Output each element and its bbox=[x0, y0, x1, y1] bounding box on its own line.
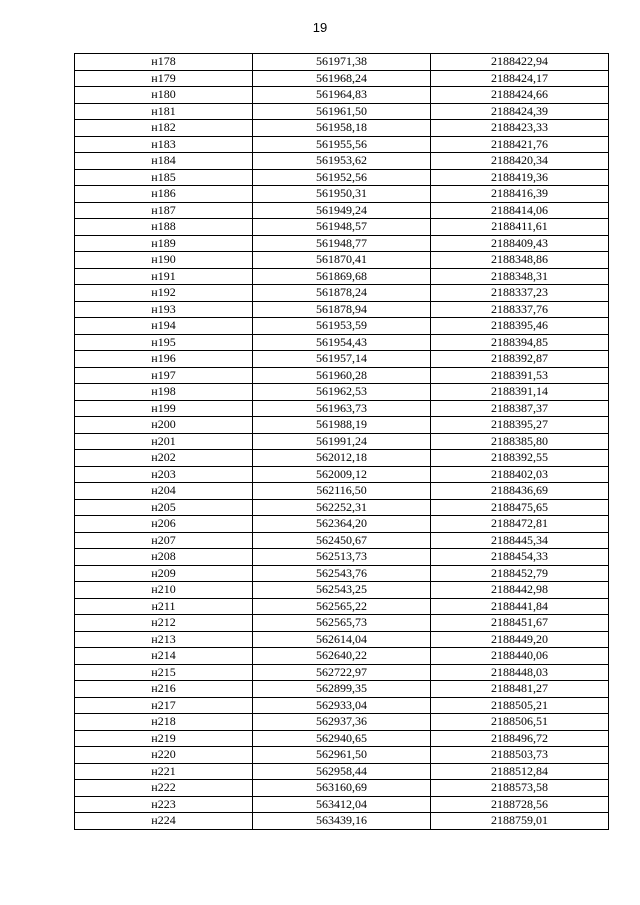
x-coordinate-cell: 562364,20 bbox=[253, 516, 431, 533]
y-coordinate-cell: 2188424,39 bbox=[431, 103, 609, 120]
table-row bbox=[75, 120, 609, 137]
x-coordinate-cell: 562722,97 bbox=[253, 664, 431, 681]
x-coordinate-cell: 561962,53 bbox=[253, 384, 431, 401]
x-coordinate-cell: 562009,12 bbox=[253, 466, 431, 483]
point-id-cell: н190 bbox=[75, 252, 253, 269]
point-id-cell: н183 bbox=[75, 136, 253, 153]
x-coordinate-cell: 563160,69 bbox=[253, 780, 431, 797]
table-row bbox=[75, 549, 609, 566]
point-id-cell: н215 bbox=[75, 664, 253, 681]
table-row bbox=[75, 780, 609, 797]
y-coordinate-cell: 2188414,06 bbox=[431, 202, 609, 219]
table-row bbox=[75, 202, 609, 219]
table-row bbox=[75, 796, 609, 813]
x-coordinate-cell: 561955,56 bbox=[253, 136, 431, 153]
point-id-cell: н214 bbox=[75, 648, 253, 665]
y-coordinate-cell: 2188448,03 bbox=[431, 664, 609, 681]
point-id-cell: н189 bbox=[75, 235, 253, 252]
x-coordinate-cell: 561952,56 bbox=[253, 169, 431, 186]
x-coordinate-cell: 561950,31 bbox=[253, 186, 431, 203]
point-id-cell: н206 bbox=[75, 516, 253, 533]
y-coordinate-cell: 2188505,21 bbox=[431, 697, 609, 714]
point-id-cell: н222 bbox=[75, 780, 253, 797]
x-coordinate-cell: 561954,43 bbox=[253, 334, 431, 351]
page-number: 19 bbox=[312, 20, 328, 35]
coordinates-table-body bbox=[75, 54, 609, 830]
y-coordinate-cell: 2188395,46 bbox=[431, 318, 609, 335]
y-coordinate-cell: 2188451,67 bbox=[431, 615, 609, 632]
x-coordinate-cell: 561953,62 bbox=[253, 153, 431, 170]
y-coordinate-cell: 2188392,55 bbox=[431, 450, 609, 467]
point-id-cell: н209 bbox=[75, 565, 253, 582]
table-row bbox=[75, 730, 609, 747]
x-coordinate-cell: 561963,73 bbox=[253, 400, 431, 417]
y-coordinate-cell: 2188392,87 bbox=[431, 351, 609, 368]
table-row bbox=[75, 483, 609, 500]
x-coordinate-cell: 562640,22 bbox=[253, 648, 431, 665]
y-coordinate-cell: 2188496,72 bbox=[431, 730, 609, 747]
coordinates-table bbox=[74, 53, 609, 830]
table-row bbox=[75, 384, 609, 401]
point-id-cell: н184 bbox=[75, 153, 253, 170]
table-row bbox=[75, 367, 609, 384]
table-row bbox=[75, 450, 609, 467]
x-coordinate-cell: 562940,65 bbox=[253, 730, 431, 747]
x-coordinate-cell: 561988,19 bbox=[253, 417, 431, 434]
table-row bbox=[75, 268, 609, 285]
y-coordinate-cell: 2188416,39 bbox=[431, 186, 609, 203]
point-id-cell: н178 bbox=[75, 54, 253, 71]
x-coordinate-cell: 562543,25 bbox=[253, 582, 431, 599]
y-coordinate-cell: 2188424,17 bbox=[431, 70, 609, 87]
point-id-cell: н182 bbox=[75, 120, 253, 137]
x-coordinate-cell: 561870,41 bbox=[253, 252, 431, 269]
x-coordinate-cell: 561957,14 bbox=[253, 351, 431, 368]
point-id-cell: н224 bbox=[75, 813, 253, 830]
x-coordinate-cell: 561878,94 bbox=[253, 301, 431, 318]
point-id-cell: н213 bbox=[75, 631, 253, 648]
y-coordinate-cell: 2188472,81 bbox=[431, 516, 609, 533]
point-id-cell: н191 bbox=[75, 268, 253, 285]
table-row bbox=[75, 103, 609, 120]
point-id-cell: н207 bbox=[75, 532, 253, 549]
y-coordinate-cell: 2188512,84 bbox=[431, 763, 609, 780]
y-coordinate-cell: 2188506,51 bbox=[431, 714, 609, 731]
y-coordinate-cell: 2188337,23 bbox=[431, 285, 609, 302]
y-coordinate-cell: 2188424,66 bbox=[431, 87, 609, 104]
y-coordinate-cell: 2188419,36 bbox=[431, 169, 609, 186]
point-id-cell: н219 bbox=[75, 730, 253, 747]
point-id-cell: н203 bbox=[75, 466, 253, 483]
table-row bbox=[75, 631, 609, 648]
y-coordinate-cell: 2188441,84 bbox=[431, 598, 609, 615]
x-coordinate-cell: 562012,18 bbox=[253, 450, 431, 467]
y-coordinate-cell: 2188728,56 bbox=[431, 796, 609, 813]
table-row bbox=[75, 301, 609, 318]
point-id-cell: н201 bbox=[75, 433, 253, 450]
point-id-cell: н186 bbox=[75, 186, 253, 203]
x-coordinate-cell: 561968,24 bbox=[253, 70, 431, 87]
table-row bbox=[75, 186, 609, 203]
point-id-cell: н221 bbox=[75, 763, 253, 780]
y-coordinate-cell: 2188385,80 bbox=[431, 433, 609, 450]
x-coordinate-cell: 561949,24 bbox=[253, 202, 431, 219]
x-coordinate-cell: 561961,50 bbox=[253, 103, 431, 120]
point-id-cell: н192 bbox=[75, 285, 253, 302]
point-id-cell: н216 bbox=[75, 681, 253, 698]
x-coordinate-cell: 561991,24 bbox=[253, 433, 431, 450]
x-coordinate-cell: 562961,50 bbox=[253, 747, 431, 764]
x-coordinate-cell: 562565,22 bbox=[253, 598, 431, 615]
point-id-cell: н223 bbox=[75, 796, 253, 813]
point-id-cell: н194 bbox=[75, 318, 253, 335]
table-row bbox=[75, 714, 609, 731]
table-row bbox=[75, 136, 609, 153]
table-row bbox=[75, 615, 609, 632]
y-coordinate-cell: 2188475,65 bbox=[431, 499, 609, 516]
table-row bbox=[75, 598, 609, 615]
table-row bbox=[75, 318, 609, 335]
x-coordinate-cell: 562937,36 bbox=[253, 714, 431, 731]
table-row bbox=[75, 499, 609, 516]
x-coordinate-cell: 562543,76 bbox=[253, 565, 431, 582]
x-coordinate-cell: 561948,57 bbox=[253, 219, 431, 236]
table-row bbox=[75, 400, 609, 417]
table-row bbox=[75, 219, 609, 236]
point-id-cell: н198 bbox=[75, 384, 253, 401]
y-coordinate-cell: 2188348,86 bbox=[431, 252, 609, 269]
table-row bbox=[75, 417, 609, 434]
x-coordinate-cell: 561958,18 bbox=[253, 120, 431, 137]
y-coordinate-cell: 2188348,31 bbox=[431, 268, 609, 285]
table-row bbox=[75, 697, 609, 714]
y-coordinate-cell: 2188420,34 bbox=[431, 153, 609, 170]
y-coordinate-cell: 2188395,27 bbox=[431, 417, 609, 434]
point-id-cell: н204 bbox=[75, 483, 253, 500]
x-coordinate-cell: 561878,24 bbox=[253, 285, 431, 302]
y-coordinate-cell: 2188440,06 bbox=[431, 648, 609, 665]
point-id-cell: н210 bbox=[75, 582, 253, 599]
table-row bbox=[75, 70, 609, 87]
point-id-cell: н220 bbox=[75, 747, 253, 764]
x-coordinate-cell: 562899,35 bbox=[253, 681, 431, 698]
y-coordinate-cell: 2188759,01 bbox=[431, 813, 609, 830]
point-id-cell: н217 bbox=[75, 697, 253, 714]
table-row bbox=[75, 763, 609, 780]
point-id-cell: н199 bbox=[75, 400, 253, 417]
x-coordinate-cell: 561971,38 bbox=[253, 54, 431, 71]
y-coordinate-cell: 2188449,20 bbox=[431, 631, 609, 648]
y-coordinate-cell: 2188423,33 bbox=[431, 120, 609, 137]
table-row bbox=[75, 466, 609, 483]
point-id-cell: н185 bbox=[75, 169, 253, 186]
x-coordinate-cell: 561869,68 bbox=[253, 268, 431, 285]
y-coordinate-cell: 2188442,98 bbox=[431, 582, 609, 599]
point-id-cell: н205 bbox=[75, 499, 253, 516]
x-coordinate-cell: 562513,73 bbox=[253, 549, 431, 566]
point-id-cell: н211 bbox=[75, 598, 253, 615]
point-id-cell: н208 bbox=[75, 549, 253, 566]
x-coordinate-cell: 562614,04 bbox=[253, 631, 431, 648]
point-id-cell: н218 bbox=[75, 714, 253, 731]
y-coordinate-cell: 2188454,33 bbox=[431, 549, 609, 566]
table-row bbox=[75, 334, 609, 351]
y-coordinate-cell: 2188503,73 bbox=[431, 747, 609, 764]
y-coordinate-cell: 2188573,58 bbox=[431, 780, 609, 797]
y-coordinate-cell: 2188436,69 bbox=[431, 483, 609, 500]
y-coordinate-cell: 2188481,27 bbox=[431, 681, 609, 698]
table-row bbox=[75, 681, 609, 698]
table-row bbox=[75, 285, 609, 302]
x-coordinate-cell: 562933,04 bbox=[253, 697, 431, 714]
y-coordinate-cell: 2188421,76 bbox=[431, 136, 609, 153]
y-coordinate-cell: 2188391,14 bbox=[431, 384, 609, 401]
x-coordinate-cell: 562116,50 bbox=[253, 483, 431, 500]
x-coordinate-cell: 561953,59 bbox=[253, 318, 431, 335]
point-id-cell: н202 bbox=[75, 450, 253, 467]
table-row bbox=[75, 813, 609, 830]
table-row bbox=[75, 532, 609, 549]
table-row bbox=[75, 252, 609, 269]
point-id-cell: н212 bbox=[75, 615, 253, 632]
point-id-cell: н181 bbox=[75, 103, 253, 120]
y-coordinate-cell: 2188452,79 bbox=[431, 565, 609, 582]
table-row bbox=[75, 153, 609, 170]
y-coordinate-cell: 2188422,94 bbox=[431, 54, 609, 71]
x-coordinate-cell: 562252,31 bbox=[253, 499, 431, 516]
table-row bbox=[75, 648, 609, 665]
table-row bbox=[75, 565, 609, 582]
x-coordinate-cell: 563439,16 bbox=[253, 813, 431, 830]
table-row bbox=[75, 351, 609, 368]
point-id-cell: н196 bbox=[75, 351, 253, 368]
table-row bbox=[75, 582, 609, 599]
x-coordinate-cell: 562958,44 bbox=[253, 763, 431, 780]
table-row bbox=[75, 433, 609, 450]
y-coordinate-cell: 2188337,76 bbox=[431, 301, 609, 318]
y-coordinate-cell: 2188411,61 bbox=[431, 219, 609, 236]
y-coordinate-cell: 2188409,43 bbox=[431, 235, 609, 252]
table-row bbox=[75, 87, 609, 104]
table-row bbox=[75, 747, 609, 764]
x-coordinate-cell: 561948,77 bbox=[253, 235, 431, 252]
x-coordinate-cell: 563412,04 bbox=[253, 796, 431, 813]
point-id-cell: н180 bbox=[75, 87, 253, 104]
x-coordinate-cell: 562565,73 bbox=[253, 615, 431, 632]
table-row bbox=[75, 516, 609, 533]
point-id-cell: н197 bbox=[75, 367, 253, 384]
point-id-cell: н188 bbox=[75, 219, 253, 236]
point-id-cell: н179 bbox=[75, 70, 253, 87]
point-id-cell: н200 bbox=[75, 417, 253, 434]
y-coordinate-cell: 2188394,85 bbox=[431, 334, 609, 351]
x-coordinate-cell: 561964,83 bbox=[253, 87, 431, 104]
point-id-cell: н187 bbox=[75, 202, 253, 219]
x-coordinate-cell: 561960,28 bbox=[253, 367, 431, 384]
point-id-cell: н195 bbox=[75, 334, 253, 351]
y-coordinate-cell: 2188387,37 bbox=[431, 400, 609, 417]
x-coordinate-cell: 562450,67 bbox=[253, 532, 431, 549]
table-row bbox=[75, 169, 609, 186]
y-coordinate-cell: 2188445,34 bbox=[431, 532, 609, 549]
table-row bbox=[75, 235, 609, 252]
y-coordinate-cell: 2188391,53 bbox=[431, 367, 609, 384]
y-coordinate-cell: 2188402,03 bbox=[431, 466, 609, 483]
table-row bbox=[75, 664, 609, 681]
table-row bbox=[75, 54, 609, 71]
point-id-cell: н193 bbox=[75, 301, 253, 318]
